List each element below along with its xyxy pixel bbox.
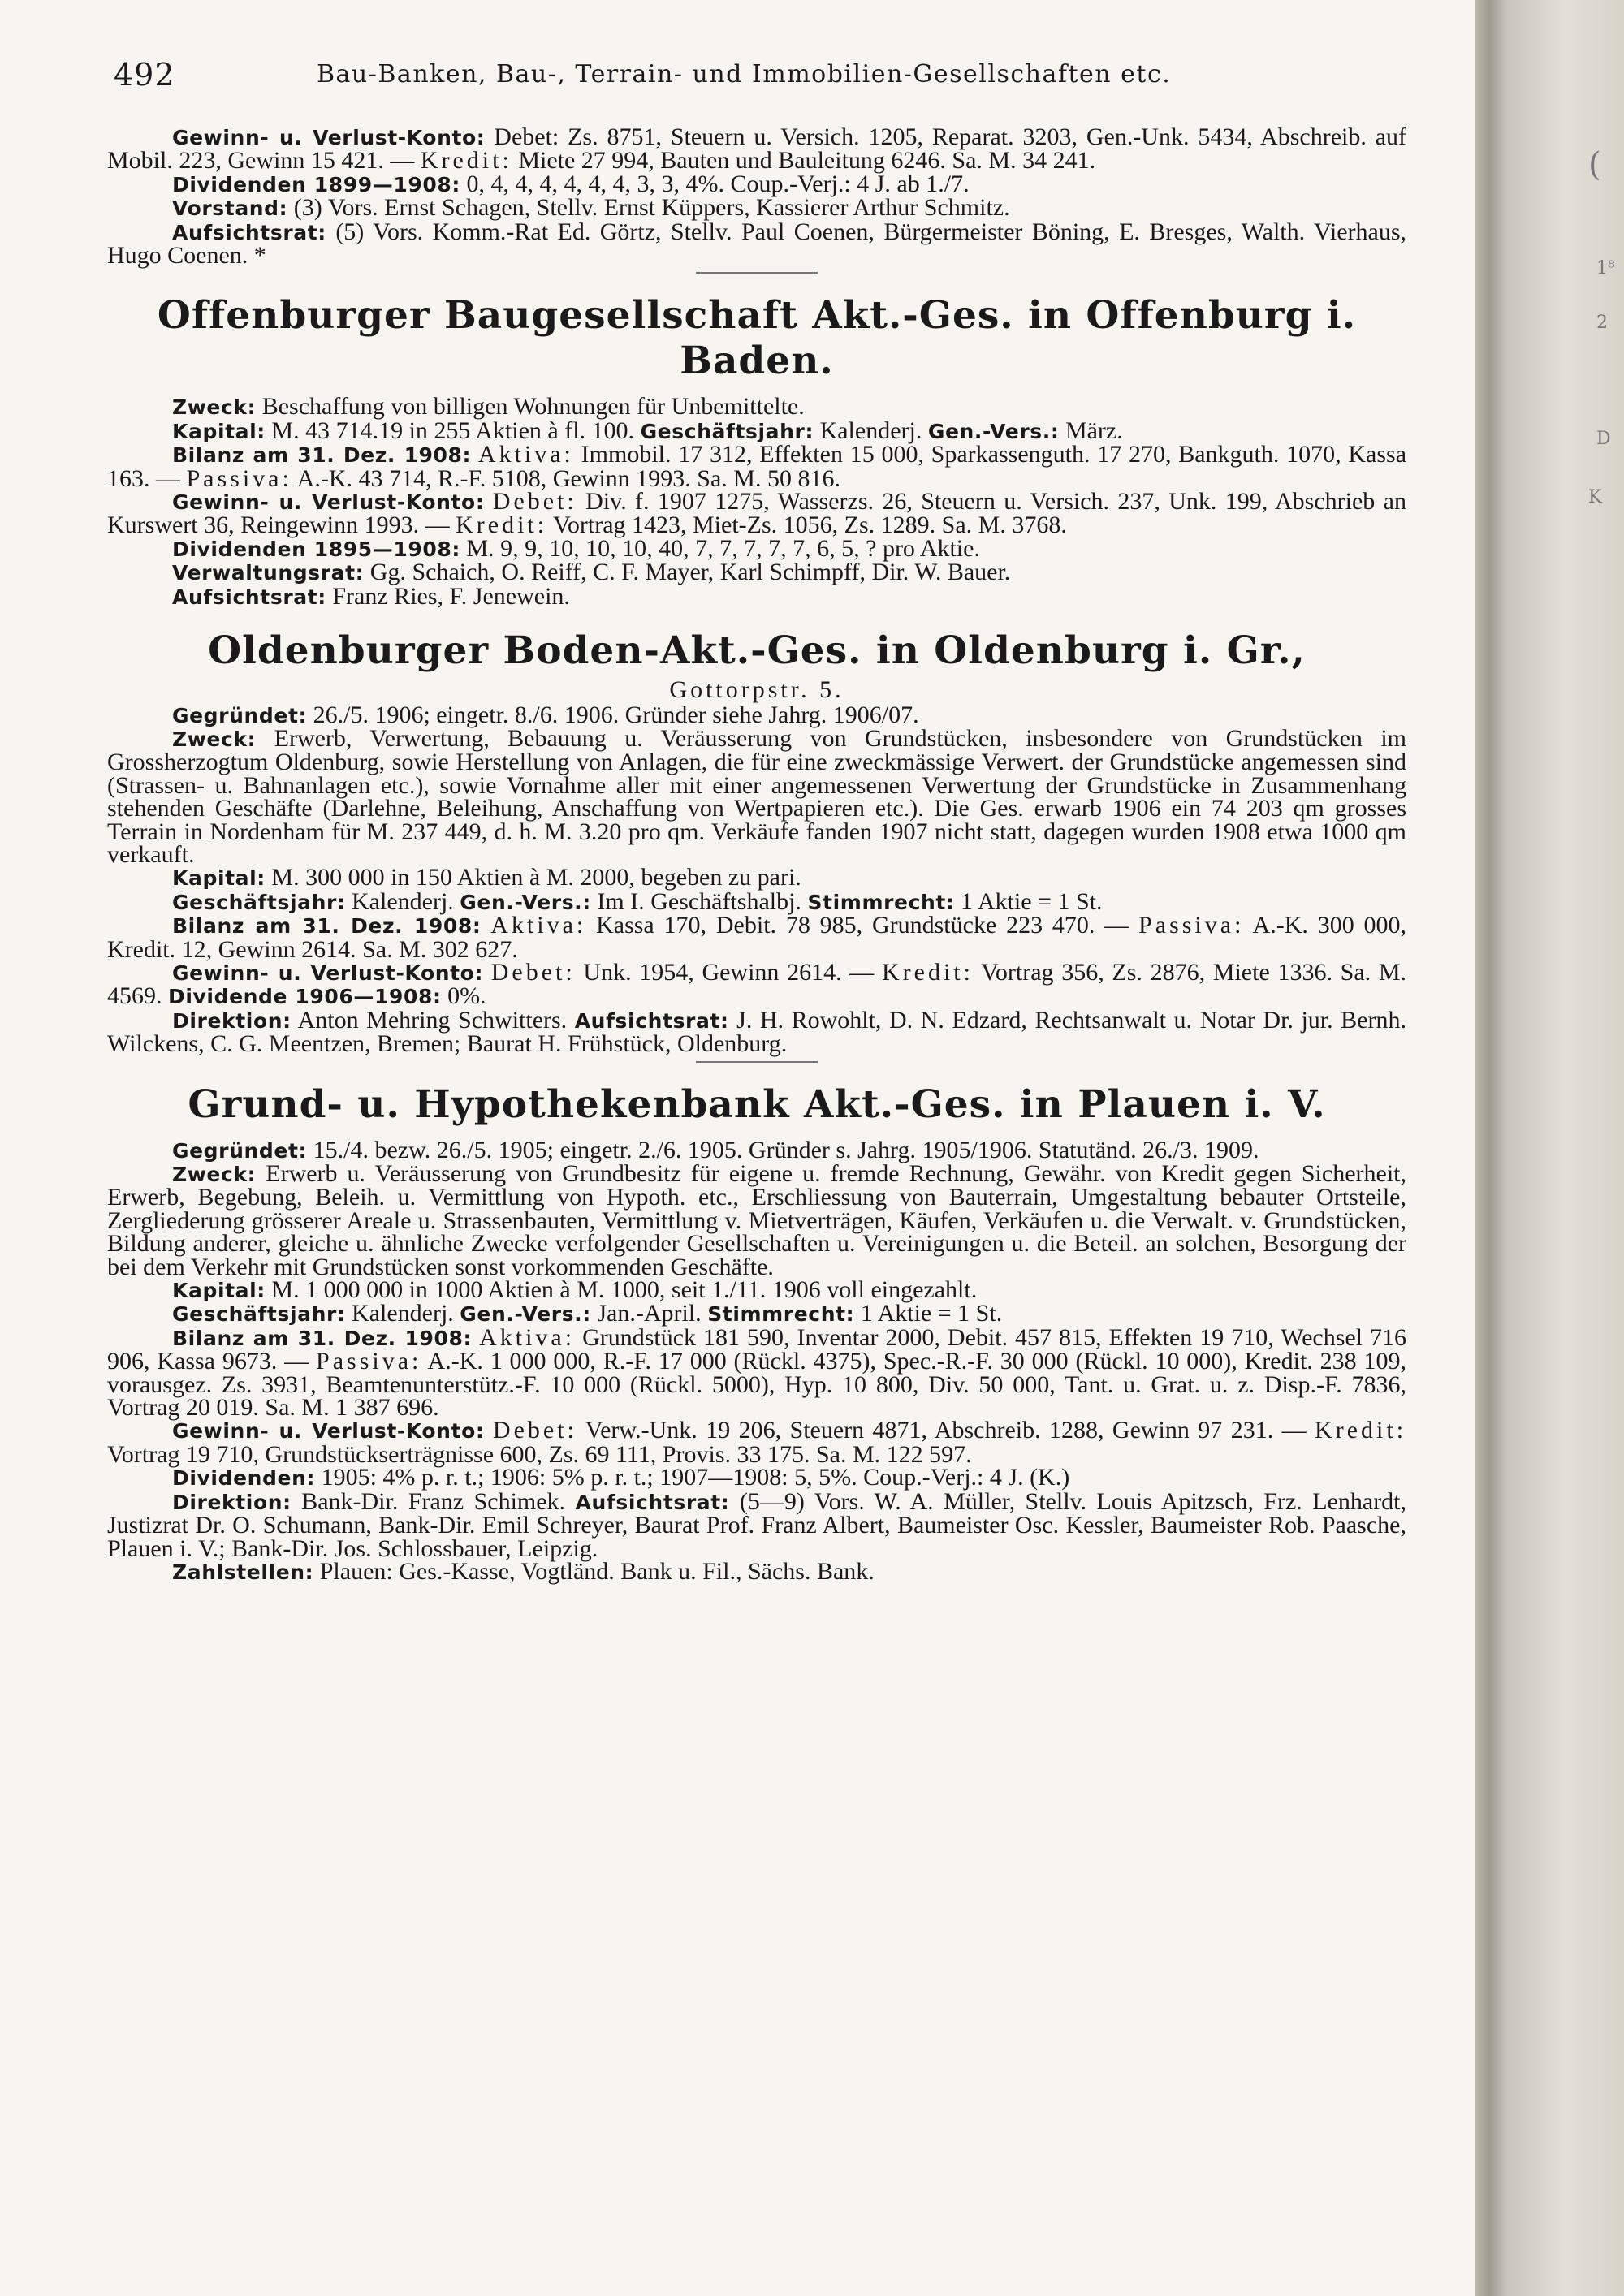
entry-offenburg [107, 293, 1406, 609]
edge-fragment: 1⁸ [1596, 258, 1615, 278]
gewinn-verlust-paragraph: Gewinn- u. Verlust-Konto: Debet: Zs. 8751, Steuern u. Versich. 1205, Reparat. 3203, Gen.-Unk. 5434, Abschreib. auf Mobil. 223, Gewinn 15 421. — Kredit: Miete 27 994, Bauten und Bauleitung 6246. Sa. M. 34 241. [107, 123, 1407, 175]
section-divider [696, 272, 818, 274]
bilanz-paragraph: Bilanz am 31. Dez. 1908: Aktiva: Immobil. 17 312, Effekten 15 000, Sparkassenguth. 17 270, Bankguth. 1070, Kassa 163. — Passiva: A.-K. 43 714, R.-F. 5108, Gewinn 1993. Sa. M. 50 816. [107, 441, 1407, 492]
aufsichtsrat-paragraph: Aufsichtsrat: (5) Vors. Komm.-Rat Ed. Görtz, Stellv. Paul Coenen, Bürgermeister Böning, E. Bresges, Walth. Vierhaus, Hugo Coenen. * [107, 218, 1407, 270]
edge-fragment: D [1596, 429, 1611, 449]
running-title: Bau-Banken, Bau-, Terrain- und Immobilien-Gesellschaften etc. [317, 60, 1172, 88]
entry-plauen [107, 1082, 1406, 1585]
page-number: 492 [114, 57, 175, 93]
direktion-paragraph: Direktion: Anton Mehring Schwitters. Aufsichtsrat: J. H. Rowohlt, D. N. Edzard, Rechtsanwalt u. Notar Dr. jur. Bernh. Wilckens, C. G. Meentzen, Bremen; Baurat H. Frühstück, Oldenburg. [107, 1006, 1406, 1058]
next-page-edge [1475, 0, 1624, 2296]
page-body [107, 123, 1407, 1585]
kapital-paragraph: Kapital: M. 300 000 in 150 Aktien à M. 2000, begeben zu pari. [172, 864, 801, 891]
page-header [114, 57, 1413, 106]
vorstand-paragraph: Vorstand: (3) Vors. Ernst Schagen, Stellv. Ernst Küppers, Kassierer Arthur Schmitz. [172, 194, 1010, 222]
gewinn-verlust-paragraph: Gewinn- u. Verlust-Konto: Debet: Verw.-Unk. 19 206, Steuern 4871, Abschreib. 1288, Gewinn 97 231. — Kredit: Vortrag 19 710, Grundstückserträgnisse 600, Zs. 69 111, Provis. 33 175. Sa. M. 122 597. [107, 1417, 1407, 1468]
bilanz-paragraph: Bilanz am 31. Dez. 1908: Aktiva: Grundstück 181 590, Inventar 2000, Debit. 457 815, Effekten 19 710, Wechsel 716 906, Kassa 9673. — Passiva: A.-K. 1 000 000, R.-F. 17 000 (Rückl. 4375), Spec.-R.-F. 30 000 (Rückl. 10 000), Kredit. 238 109, vorausgez. Zs. 3931, Beamtenunterstütz.-F. 10 000 (Rückl. 5000), Hyp. 10 800, Div. 50 000, Tant. u. Grat. u. z. Disp.-F. 7836, Vortrag 20 019. Sa. M. 1 387 696. [107, 1323, 1407, 1422]
bilanz-paragraph: Bilanz am 31. Dez. 1908: Aktiva: Kassa 170, Debit. 78 985, Grundstücke 223 470. — Passiva: A.-K. 300 000, Kredit. 12, Gewinn 2614. Sa. M. 302 627. [107, 912, 1407, 963]
prev-entry-continuation [107, 123, 1407, 274]
company-address: Gottorpstr. 5. [669, 676, 844, 704]
gewinn-verlust-paragraph: Gewinn- u. Verlust-Konto: Debet: Unk. 1954, Gewinn 2614. — Kredit: Vortrag 356, Zs. 2876, Miete 1336. Sa. M. 4569. Dividende 1906—1908: 0%. [107, 958, 1406, 1010]
dividenden-paragraph: Dividenden 1895—1908: M. 9, 9, 10, 10, 10, 40, 7, 7, 7, 7, 7, 6, 5, ? pro Aktie. [172, 534, 980, 562]
verwaltungsrat-paragraph: Verwaltungsrat: Gg. Schaich, O. Reiff, C. F. Mayer, Karl Schimpff, Dir. W. Bauer. [172, 559, 1011, 586]
geschaeftsjahr-paragraph: Geschäftsjahr: Kalenderj. Gen.-Vers.: Jan.-April. Stimmrecht: 1 Aktie = 1 St. [172, 1300, 1003, 1327]
dividenden-paragraph: Dividenden: 1905: 4% p. r. t.; 1906: 5% p. r. t.; 1907—1908: 5, 5%. Coup.-Verj.: 4 J. (K.) [172, 1464, 1070, 1491]
dividenden-paragraph: Dividenden 1899—1908: 0, 4, 4, 4, 4, 4, 4, 3, 3, 4%. Coup.-Verj.: 4 J. ab 1./7. [172, 170, 970, 197]
zweck-paragraph: Zweck: Erwerb u. Veräusserung von Grundbesitz für eigene u. fremde Rechnung, Gewähr. von Kredit gegen Sicherheit, Erwerb, Begebung, Beleih. u. Vermittlung von Hypoth. etc., Erschliessung von Bauterrain, Umgestaltung bebauter Ortsteile, Zergliederung grösserer Areale u. Strassenbauten, Vermittlung v. Mietverträgen, Käufen, Verkäufen u. die Verwalt. v. Grundstücken, Bildung anderer, gleiche u. ähnliche Zwecke verfolgender Gesellschaften u. Vereinigungen u. die Beteil. an solchen, Besorgung der bei dem Verkehr mit Grundstücken sonst vorkommenden Geschäfte. [107, 1160, 1406, 1280]
entry-oldenburg [107, 628, 1406, 1063]
edge-fragment: 2 [1596, 313, 1608, 333]
zweck-paragraph: Zweck: Erwerb, Verwertung, Bebauung u. Veräusserung von Grundstücken, insbesondere von Grundstücken im Grossherzogtum Oldenburg, sowie Herstellung von Anlagen, die für eine zweckmässige Verwert. der Grundstücke angemessen sind (Strassen- u. Bahnanlagen etc.), sowie Vornahme aller mit einer angemessenen Verwertung der Grundstücke in Zusammenhang stehenden Geschäfte (Darlehne, Beleihung, Anschaffung von Wertpapieren etc.). Die Ges. erwarb 1906 ein 74 203 qm grosses Terrain in Nordenham für M. 237 449, d. h. M. 3.20 pro qm. Verkäufe fanden 1907 nicht statt, dagegen wurden 1908 etwa 1000 qm verkauft. [107, 724, 1406, 868]
geschaeftsjahr-paragraph: Geschäftsjahr: Kalenderj. Gen.-Vers.: Im I. Geschäftshalbj. Stimmrecht: 1 Aktie = 1 St. [172, 887, 1103, 915]
kapital-paragraph: Kapital: M. 43 714.19 in 255 Aktien à fl. 100. Geschäftsjahr: Kalenderj. Gen.-Vers.: März. [172, 416, 1123, 444]
company-title: Grund- u. Hypothekenbank Akt.-Ges. in Plauen i. V. [188, 1081, 1326, 1127]
direktion-paragraph: Direktion: Bank-Dir. Franz Schimek. Aufsichtsrat: (5—9) Vors. W. A. Müller, Stellv. Louis Apitzsch, Frz. Lenhardt, Justizrat Dr. O. Schumann, Bank-Dir. Emil Schreyer, Baurat Prof. Franz Albert, Baumeister Osc. Kessler, Baumeister Rob. Paasche, Plauen i. V.; Bank-Dir. Jos. Schlossbauer, Leipzig. [107, 1487, 1407, 1562]
gegruendet-paragraph: Gegründet: 26./5. 1906; eingetr. 8./6. 1906. Gründer siehe Jahrg. 1906/07. [172, 701, 919, 728]
kapital-paragraph: Kapital: M. 1 000 000 in 1000 Aktien à M. 1000, seit 1./11. 1906 voll eingezahlt. [172, 1276, 978, 1304]
gegruendet-paragraph: Gegründet: 15./4. bezw. 26./5. 1905; eingetr. 2./6. 1905. Gründer s. Jahrg. 1905/1906. Statutänd. 26./3. 1909. [172, 1136, 1259, 1163]
gewinn-verlust-paragraph: Gewinn- u. Verlust-Konto: Debet: Div. f. 1907 1275, Wasserzs. 26, Steuern u. Versich. 237, Unk. 199, Abschrieb an Kurswert 36, Reingewinn 1993. — Kredit: Vortrag 1423, Miet-Zs. 1056, Zs. 1289. Sa. M. 3768. [107, 488, 1406, 539]
edge-fragment: K [1588, 487, 1602, 507]
company-title: Oldenburger Boden-Akt.-Ges. in Oldenburg i. Gr., [208, 628, 1306, 674]
edge-fragment: ( [1588, 146, 1601, 183]
zweck-paragraph: Zweck: Beschaffung von billigen Wohnungen für Unbemittelte. [172, 393, 805, 421]
zahlstellen-paragraph: Zahlstellen: Plauen: Ges.-Kasse, Vogtländ. Bank u. Fil., Sächs. Bank. [172, 1557, 875, 1585]
section-divider [696, 1061, 818, 1063]
company-title: Offenburger Baugesellschaft Akt.-Ges. in Offenburg i. Baden. [157, 293, 1357, 384]
aufsichtsrat-paragraph: Aufsichtsrat: Franz Ries, F. Jenewein. [172, 582, 570, 610]
